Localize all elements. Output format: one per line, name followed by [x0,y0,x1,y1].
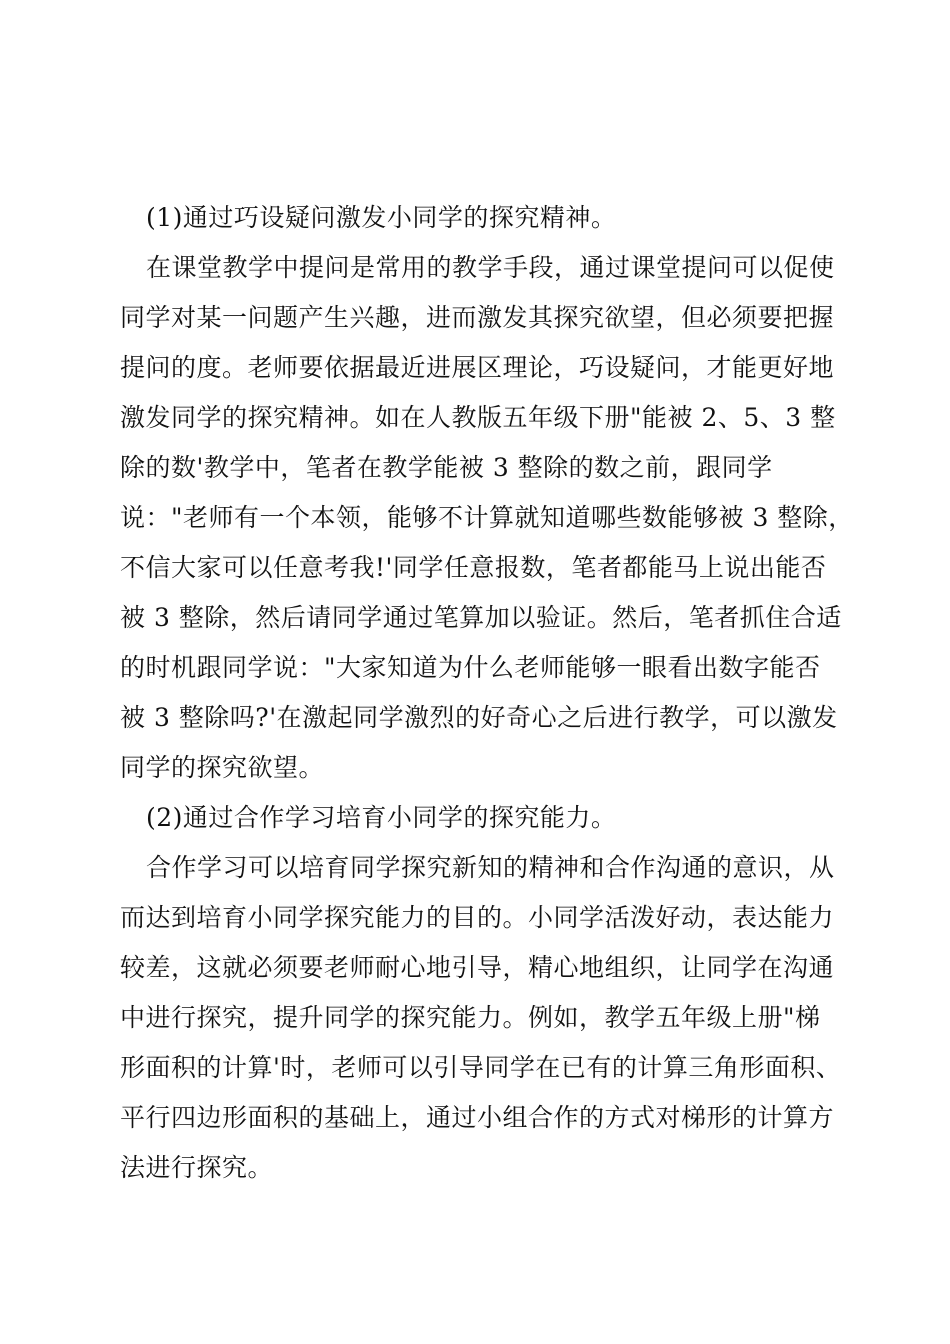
paragraph-2-line-4: 中进行探究，提升同学的探究能力。例如，教学五年级上册"梯 [120,1003,821,1032]
paragraph-2-line-5: 形面积的计算'时，老师可以引导同学在已有的计算三角形面积、 [120,1053,842,1082]
heading-2: (2)通过合作学习培育小同学的探究能力。 [146,803,617,832]
paragraph-1-line-10: 被 3 整除吗?'在激起同学激烈的好奇心之后进行教学，可以激发 [120,703,838,732]
heading-1: (1)通过巧设疑问激发小同学的探究精神。 [146,203,617,232]
paragraph-1-line-4: 激发同学的探究精神。如在人教版五年级下册"能被 2、5、3 整 [120,403,836,432]
paragraph-2-line-2: 而达到培育小同学探究能力的目的。小同学活泼好动，表达能力 [120,903,835,932]
paragraph-1-line-7: 不信大家可以任意考我!'同学任意报数，笔者都能马上说出能否 [120,553,827,582]
paragraph-2-line-7: 法进行探究。 [120,1153,274,1182]
paragraph-2-line-3: 较差，这就必须要老师耐心地引导，精心地组织，让同学在沟通 [120,953,835,982]
paragraph-1-line-3: 提问的度。老师要依据最近进展区理论，巧设疑问，才能更好地 [120,353,835,382]
paragraph-1-line-11: 同学的探究欲望。 [120,753,325,782]
paragraph-1-line-5: 除的数'教学中，笔者在教学能被 3 整除的数之前，跟同学 [120,453,773,482]
paragraph-1-line-8: 被 3 整除，然后请同学通过笔算加以验证。然后，笔者抓住合适 [120,603,842,632]
paragraph-1-line-6: 说："老师有一个本领，能够不计算就知道哪些数能够被 3 整除， [120,503,854,532]
paragraph-1-line-9: 的时机跟同学说："大家知道为什么老师能够一眼看出数字能否 [120,653,821,682]
paragraph-2-line-1: 合作学习可以培育同学探究新知的精神和合作沟通的意识，从 [146,853,835,882]
paragraph-2-line-6: 平行四边形面积的基础上，通过小组合作的方式对梯形的计算方 [120,1103,835,1132]
paragraph-1-line-1: 在课堂教学中提问是常用的教学手段，通过课堂提问可以促使 [146,253,835,282]
paragraph-1-line-2: 同学对某一问题产生兴趣，进而激发其探究欲望，但必须要把握 [120,303,835,332]
